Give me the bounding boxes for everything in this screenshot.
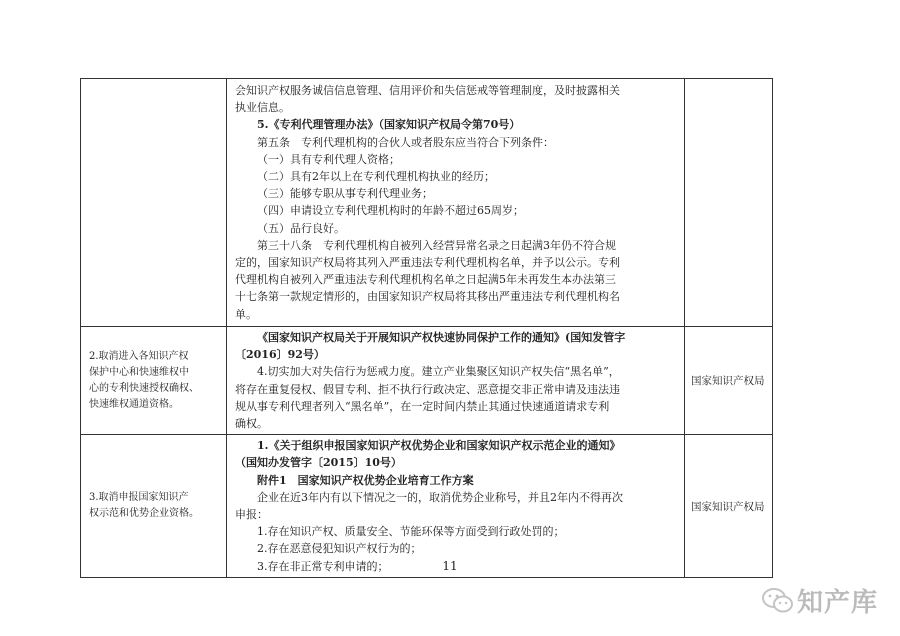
basis-line: 第三十八条 专利代理机构自被列入经营异常名录之日起满3年仍不符合规: [257, 238, 616, 252]
basis-line: 单。: [235, 307, 257, 321]
dept-cell: [685, 79, 773, 327]
item-line: 心的专利快速授权确权、: [89, 382, 199, 394]
item-line: 权示范和优势企业资格。: [89, 508, 199, 520]
basis-line: 3.存在非正常专利申请的；: [257, 559, 389, 573]
basis-line: 定的，国家知识产权局将其列入严重违法专利代理机构名单，并予以公示。专利: [235, 256, 620, 270]
dept-name: 国家知识产权局: [691, 500, 765, 513]
item-line: 保护中心和快速维权中: [89, 366, 189, 378]
basis-line: （三）能够专职从事专利代理业务；: [257, 187, 433, 201]
table-row: [81, 435, 773, 578]
basis-line: （五）品行良好。: [257, 221, 345, 235]
basis-line: 4.切实加大对失信行为惩戒力度。建立产业集聚区知识产权失信“黑名单”，: [257, 365, 620, 379]
basis-line: （二）具有2年以上在专利代理机构执业的经历；: [257, 170, 495, 184]
basis-line: 执业信息。: [235, 101, 290, 115]
basis-line: 1.存在知识产权、质量安全、节能环保等方面受到行政处罚的；: [257, 525, 565, 539]
dept-name: 国家知识产权局: [691, 375, 765, 388]
basis-cell: [227, 327, 685, 435]
item-cell: [81, 435, 227, 578]
attachment-title: 附件1 国家知识产权优势企业培育工作方案: [257, 473, 474, 487]
watermark: [761, 582, 878, 619]
regulation-title: 〔2016〕92号）: [235, 348, 325, 362]
basis-line: 将存在重复侵权、假冒专利、拒不执行行政决定、恶意提交非正常申请及违法违: [235, 382, 620, 396]
item-line: 3.取消申报国家知识产: [89, 492, 189, 504]
item-line: 快速维权通道资格。: [89, 398, 179, 410]
table-row: [81, 79, 773, 327]
basis-line: 申报：: [235, 508, 268, 522]
basis-line: 确权。: [235, 417, 268, 431]
basis-line: 规从事专利代理者列入“黑名单”，在一定时间内禁止其通过快速通道请求专利: [235, 399, 610, 413]
basis-line: （四）申请设立专利代理机构时的年龄不超过65周岁；: [257, 204, 524, 218]
basis-line: 企业在近3年内有以下情况之一的，取消优势企业称号，并且2年内不得再次: [257, 490, 623, 504]
regulation-title: 5.《专利代理管理办法》（国家知识产权局令第70号）: [257, 118, 521, 132]
regulation-title: 《国家知识产权局关于开展知识产权快速协同保护工作的通知》(国知发管字: [257, 331, 626, 344]
basis-cell: [227, 435, 685, 578]
item-line: 2.取消进入各知识产权: [89, 350, 189, 362]
basis-line: 2.存在恶意侵犯知识产权行为的；: [257, 542, 422, 556]
basis-line: 十七条第一款规定情形的，由国家知识产权局将其移出严重违法专利代理机构名: [235, 290, 620, 304]
regulation-title: （国知办发管字〔2015〕10号）: [235, 456, 402, 470]
page-number: 11: [442, 559, 458, 573]
basis-line: （一）具有专利代理人资格；: [257, 152, 400, 166]
dept-cell: [685, 435, 773, 578]
item-cell: [81, 79, 227, 327]
watermark-text: 知产库: [796, 588, 878, 618]
item-cell: [81, 327, 227, 435]
dept-cell: [685, 327, 773, 435]
basis-line: 代理机构自被列入严重违法专利代理机构名单之日起满5年未再发生本办法第三: [235, 273, 616, 287]
table-row: [81, 327, 773, 435]
wechat-icon: [761, 587, 795, 615]
basis-line: 第五条 专利代理机构的合伙人或者股东应当符合下列条件：: [257, 135, 554, 149]
regulation-title: 1.《关于组织申报国家知识产权优势企业和国家知识产权示范企业的通知》: [257, 439, 621, 453]
policy-table: [80, 78, 773, 578]
basis-line: 会知识产权服务诚信信息管理、信用评价和失信惩戒等管理制度，及时披露相关: [235, 84, 620, 97]
basis-cell: [227, 79, 685, 327]
